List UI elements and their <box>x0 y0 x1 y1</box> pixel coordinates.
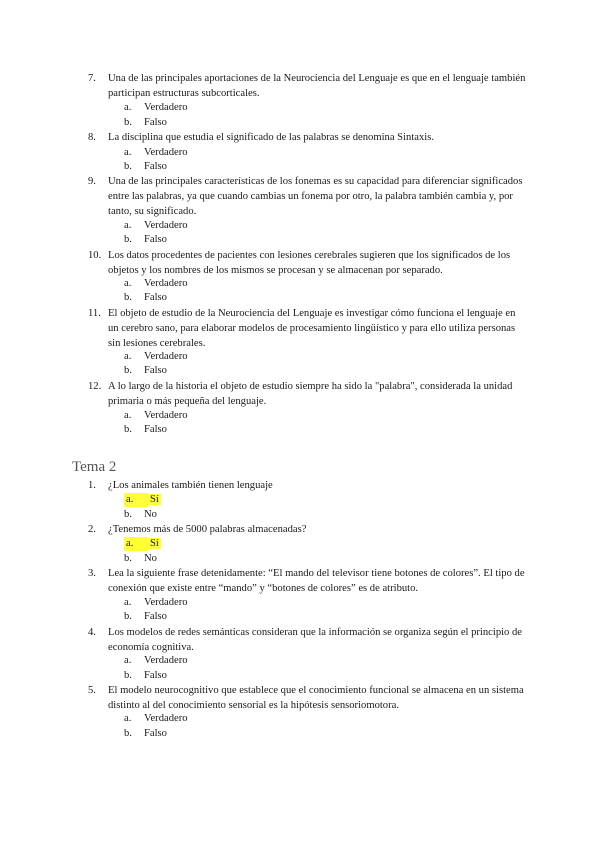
option-b: b. Falso <box>124 117 167 128</box>
option-a: a. Verdadero <box>124 220 188 231</box>
option-b: b. Falso <box>124 365 167 376</box>
option-b: b. No <box>124 509 157 520</box>
question-t2-3 <box>88 566 528 596</box>
option-b: b. Falso <box>124 161 167 172</box>
option-a: a. Verdadero <box>124 655 188 666</box>
option-a: a. Verdadero <box>124 102 188 113</box>
question-9 <box>88 174 528 219</box>
question-text: ¿Tenemos más de 5000 palabras almacenadas? <box>108 524 307 535</box>
question-t2-1 <box>88 478 528 493</box>
question-text: Los datos procedentes de pacientes con lesiones cerebrales sugieren que los significados de los objetos y los nombres de los mismos se procesan y se almacenan por separado. <box>108 250 511 276</box>
question-t2-4 <box>88 625 528 655</box>
question-text: Los modelos de redes semánticas consideran que la información se organiza según el principio de economía cognitiva. <box>108 627 523 653</box>
question-text: Lea la siguiente frase detenidamente: “El mando del televisor tiene botones de colores”. El tipo de conexión que existe entre “mando” y “botones de colores” es de atributo. <box>108 568 525 594</box>
section-heading: Tema 2 <box>72 459 117 475</box>
question-number: 8. <box>88 132 96 143</box>
highlighted-answer: Sí <box>150 494 159 505</box>
option-a <box>124 537 161 551</box>
option-a: a. Verdadero <box>124 410 188 421</box>
question-text: La disciplina que estudia el significado de las palabras se denomina Sintaxis. <box>108 132 434 143</box>
option-a <box>124 493 161 507</box>
question-number: 1. <box>88 480 96 491</box>
option-a: a. Verdadero <box>124 351 188 362</box>
question-number: 5. <box>88 685 96 696</box>
question-text: Una de las principales características de los fonemas es su capacidad para diferenciar significados entre las palabras, ya que cuando cambias un fonema por otro, la palabra también cambia y, por tanto, su significado. <box>108 176 523 217</box>
question-7 <box>88 71 528 101</box>
highlighted-answer: a. <box>124 493 148 507</box>
option-a: a. Verdadero <box>124 597 188 608</box>
question-number: 3. <box>88 568 96 579</box>
highlighted-answer: Sí <box>150 538 159 549</box>
option-b: b. Falso <box>124 670 167 681</box>
question-text: El modelo neurocognitivo que establece que el conocimiento funcional se almacena en un sistema distinto al del conocimiento sensorial es la hipótesis sensoriomotora. <box>108 685 524 711</box>
question-number: 9. <box>88 176 96 187</box>
option-b: b. Falso <box>124 234 167 245</box>
question-8 <box>88 130 528 145</box>
question-10 <box>88 248 528 278</box>
option-a: a. Verdadero <box>124 713 188 724</box>
option-b: b. Falso <box>124 292 167 303</box>
question-number: 11. <box>88 308 101 319</box>
question-11 <box>88 306 528 351</box>
question-number: 7. <box>88 73 96 84</box>
option-b: b. Falso <box>124 728 167 739</box>
question-number: 2. <box>88 524 96 535</box>
question-t2-2 <box>88 522 528 537</box>
option-a: a. Verdadero <box>124 278 188 289</box>
question-text: El objeto de estudio de la Neurociencia del Lenguaje es investigar cómo funciona el lenguaje en un cerebro sano, para elaborar modelos de procesamiento lingüístico y para ello utiliza personas sin lesiones cerebrales. <box>108 308 516 349</box>
question-t2-5 <box>88 683 528 713</box>
question-number: 12. <box>88 381 102 392</box>
question-text: ¿Los animales también tienen lenguaje <box>108 480 273 491</box>
option-a: a. Verdadero <box>124 147 188 158</box>
option-b: b. Falso <box>124 424 167 435</box>
question-text: Una de las principales aportaciones de la Neurociencia del Lenguaje es que en el lenguaje también participan estructuras subcorticales. <box>108 73 526 99</box>
option-b: b. No <box>124 553 157 564</box>
option-b: b. Falso <box>124 611 167 622</box>
highlighted-answer: a. <box>124 537 148 551</box>
question-number: 4. <box>88 627 96 638</box>
question-text: A lo largo de la historia el objeto de estudio siempre ha sido la "palabra", considerada la unidad primaria o más pequeña del lenguaje. <box>108 381 513 407</box>
question-12 <box>88 379 528 409</box>
question-number: 10. <box>88 250 102 261</box>
